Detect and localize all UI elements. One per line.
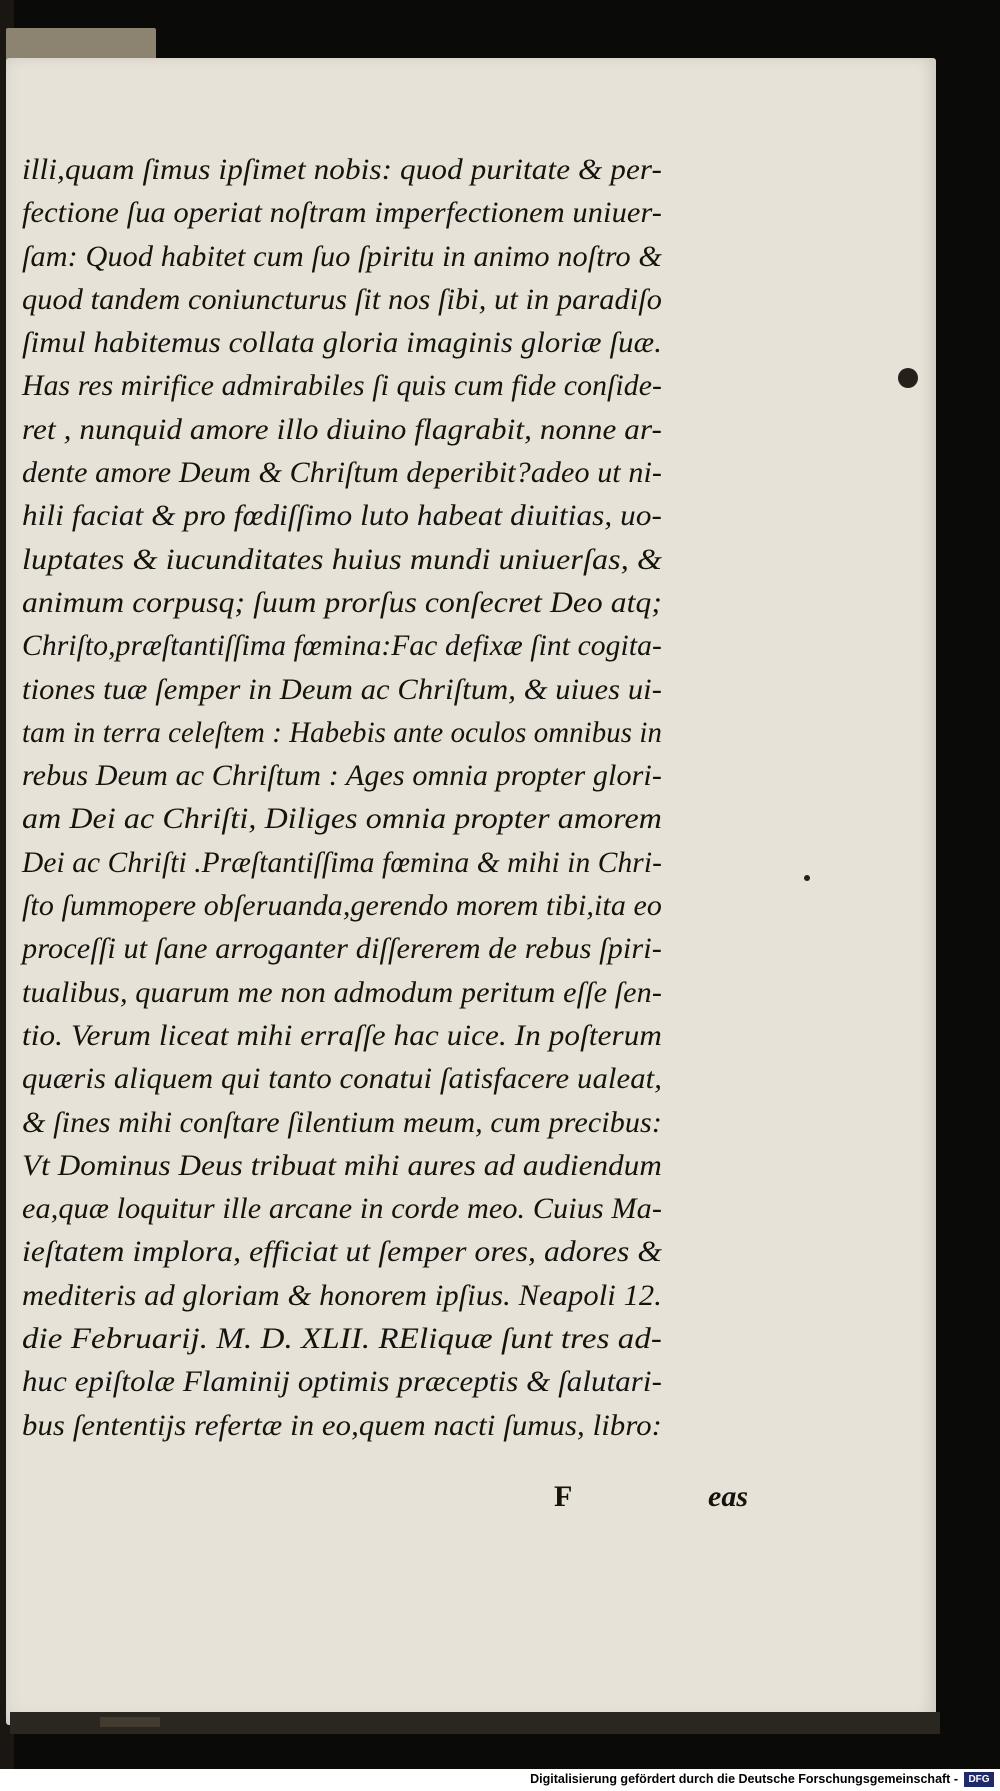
catchword: eas [708, 1480, 748, 1513]
text-line: Chriſto,præſtantiſſima fœmina:Fac defixæ ſint cogita- [22, 629, 662, 663]
text-line: rebus Deum ac Chriſtum : Ages omnia propter glori- [22, 759, 662, 793]
margin-ink-speck [804, 875, 810, 881]
text-line: ea,quæ loquitur ille arcane in corde meo. Cuius Ma- [22, 1192, 662, 1226]
text-line: quod tandem coniuncturus ſit nos ſibi, ut in paradiſo [22, 282, 662, 316]
text-line: proceſſi ut ſane arroganter diſſererem de rebus ſpiri- [22, 932, 662, 966]
text-line: Has res mirifice admirabiles ſi quis cum fide conſide- [22, 369, 662, 403]
dfg-logo: DFG [964, 1772, 994, 1787]
text-line: Vt Dominus Deus tribuat mihi aures ad audiendum [22, 1148, 662, 1182]
margin-ink-blot [898, 368, 918, 388]
text-line: fectione ſua operiat noſtram imperfectionem uniuer- [22, 196, 662, 230]
text-line: & ſines mihi conſtare ſilentium meum, cum precibus: [22, 1105, 662, 1139]
text-line: bus ſententijs refertæ in eo,quem nacti ſumus, libro: [22, 1408, 662, 1442]
text-line: illi,quam ſimus ipſimet nobis: quod puritate & per- [22, 153, 662, 186]
text-line: tam in terra celeſtem : Habebis ante oculos omnibus in [22, 715, 662, 749]
text-line: huc epiſtolæ Flaminij optimis præceptis & ſalutari- [22, 1365, 662, 1399]
text-line: mediteris ad gloriam & honorem ipſius. Neapoli 12. [22, 1278, 663, 1312]
text-line: ſto ſummopere obſeruanda,gerendo morem tibi,ita eo [22, 889, 662, 923]
text-line: luptates & iucunditates huius mundi uniuerſas, & [22, 542, 662, 576]
text-line: Dei ac Chriſti .Præſtantiſſima fœmina & mihi in Chri- [22, 845, 662, 879]
text-line: die Februarij. M. D. XLII. REliquæ ſunt tres ad- [22, 1322, 662, 1356]
digitization-footer [0, 1769, 1000, 1791]
text-line: hili faciat & pro fœdiſſimo luto habeat diuitias, uo- [22, 499, 662, 533]
text-line: tio. Verum liceat mihi erraſſe hac uice. In poſterum [22, 1018, 662, 1052]
text-line: animum corpusq; ſuum prorſus conſecret Deo atq; [22, 585, 663, 619]
text-line: tiones tuæ ſemper in Deum ac Chriſtum, & uiues ui- [22, 672, 662, 706]
text-line: ret , nunquid amore illo diuino flagrabit, nonne ar- [22, 412, 662, 446]
funding-credit: Digitalisierung gefördert durch die Deutsche Forschungsgemeinschaft - [530, 1772, 958, 1786]
text-line: quæris aliquem qui tanto conatui ſatisfacere ualeat, [22, 1062, 662, 1096]
text-line: am Dei ac Chriſti, Diliges omnia propter amorem [22, 802, 662, 836]
text-line: ieſtatem implora, efficiat ut ſemper ores, adores & [22, 1235, 663, 1269]
text-line: tualibus, quarum me non admodum peritum eſſe ſen- [22, 975, 662, 1009]
text-line: dente amore Deum & Chriſtum deperibit?adeo ut ni- [22, 456, 663, 490]
text-line: ſimul habitemus collata gloria imaginis gloriæ ſuæ. [22, 326, 662, 360]
signature-mark: F [554, 1480, 573, 1513]
bottom-ink-smudge [100, 1717, 160, 1727]
page-text-block [22, 148, 782, 1447]
text-line: ſam: Quod habitet cum ſuo ſpiritu in animo noſtro & [22, 239, 662, 273]
